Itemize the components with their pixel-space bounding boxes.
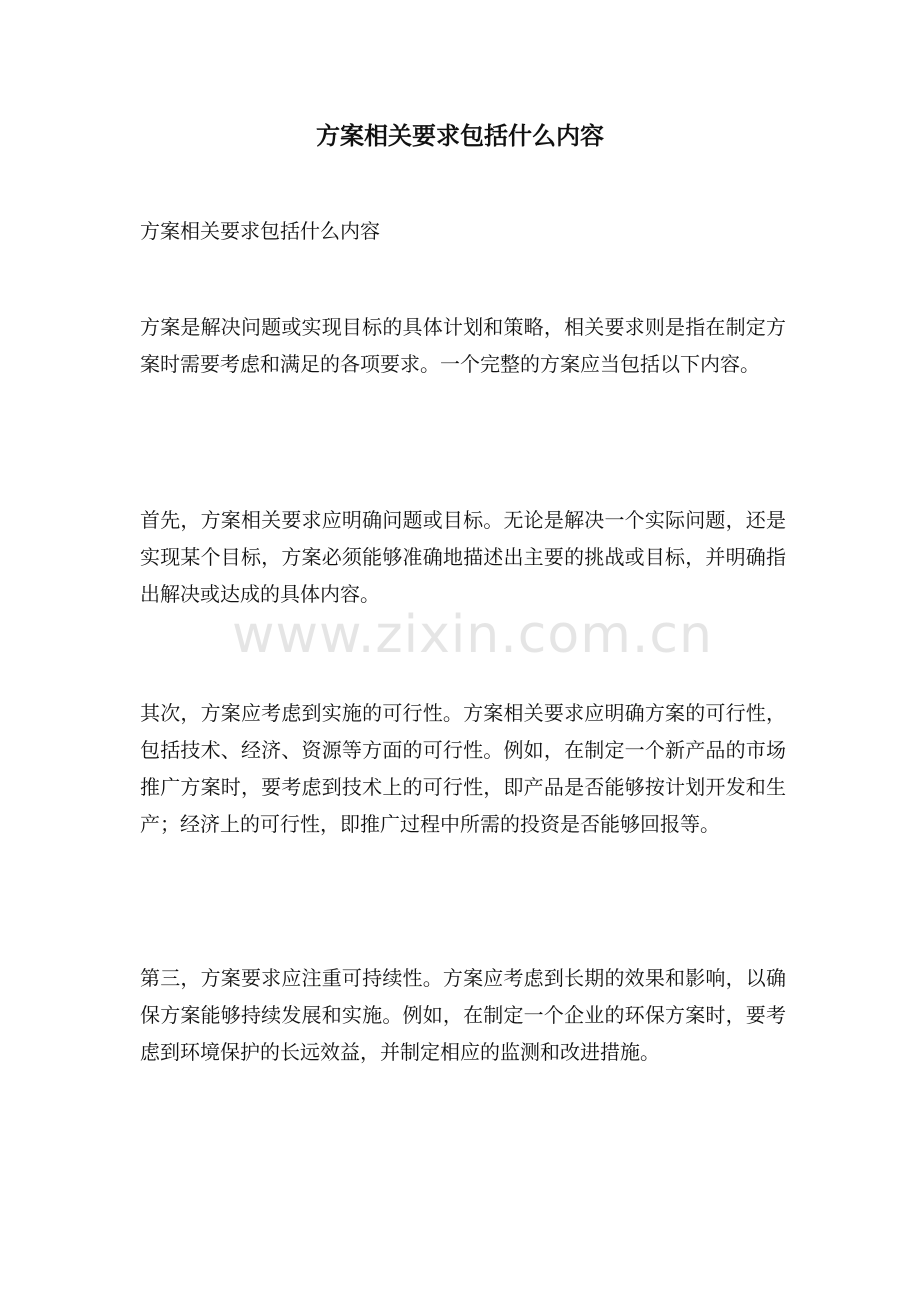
document-title: 方案相关要求包括什么内容 (316, 121, 604, 150)
watermark: www.zixin.com.cn (232, 605, 713, 665)
paragraph-third: 第三，方案要求应注重可持续性。方案应考虑到长期的效果和影响，以确保方案能够持续发展和实施。例如，在制定一个企业的环保方案时，要考虑到环境保护的长远效益，并制定相应的监测和改进措施。 (140, 966, 786, 1064)
paragraph-second: 其次，方案应考虑到实施的可行性。方案相关要求应明确方案的可行性，包括技术、经济、资源等方面的可行性。例如，在制定一个新产品的市场推广方案时，要考虑到技术上的可行性，即产品是否能够按计划开发和生产；经济上的可行性，即推广过程中所需的投资是否能够回报等。 (140, 701, 786, 836)
document-subtitle: 方案相关要求包括什么内容 (140, 219, 380, 243)
paragraph-first: 首先，方案相关要求应明确问题或目标。无论是解决一个实际问题，还是实现某个目标，方案必须能够准确地描述出主要的挑战或目标，并明确指出解决或达成的具体内容。 (140, 508, 786, 606)
paragraph-intro: 方案是解决问题或实现目标的具体计划和策略，相关要求则是指在制定方案时需要考虑和满足的各项要求。一个完整的方案应当包括以下内容。 (140, 315, 786, 376)
